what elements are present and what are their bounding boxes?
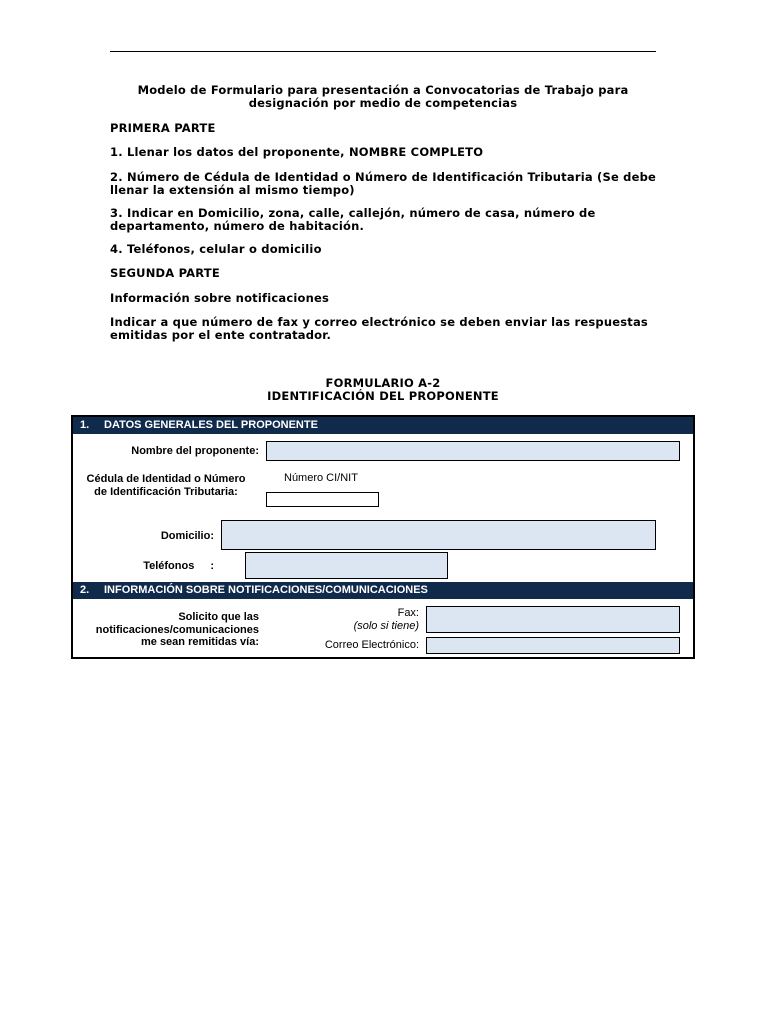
section-2-title: INFORMACIÓN SOBRE NOTIFICACIONES/COMUNICACIONES bbox=[104, 584, 428, 596]
indicar-instruction bbox=[110, 316, 656, 341]
instruction-4: 4. Teléfonos, celular o domicilio bbox=[110, 242, 322, 256]
instruction-2-line-1: 2. Número de Cédula de Identidad o Número de Identificación Tributaria (Se debe bbox=[110, 170, 657, 184]
instruction-2-line-2: llenar la extensión al mismo tiempo) bbox=[110, 182, 355, 197]
form-title bbox=[110, 377, 656, 403]
instruction-2 bbox=[110, 171, 656, 196]
form-a2 bbox=[71, 415, 695, 659]
cedula-input[interactable] bbox=[266, 492, 379, 507]
form-title-line-2: IDENTIFICACIÓN DEL PROPONENTE bbox=[267, 389, 499, 403]
document-title bbox=[110, 84, 656, 110]
solicito-line-2: notificaciones/comunicaciones bbox=[95, 623, 259, 636]
top-rule bbox=[110, 51, 656, 52]
info-notificaciones: Información sobre notificaciones bbox=[110, 291, 330, 305]
correo-input[interactable] bbox=[426, 637, 680, 654]
domicilio-label: Domicilio: bbox=[160, 530, 214, 542]
fax-input[interactable] bbox=[426, 606, 680, 633]
section-2-header bbox=[73, 582, 693, 599]
cedula-label-line-1: Cédula de Identidad o Número bbox=[86, 473, 246, 485]
title-line-1: Modelo de Formulario para presentación a Convocatorias de Trabajo para bbox=[137, 83, 629, 97]
cedula-label-line-2: de Identificación Tributaria: bbox=[94, 485, 238, 498]
nombre-input[interactable] bbox=[266, 441, 680, 461]
section-1-number: 1. bbox=[80, 419, 90, 431]
numero-ci-nit-label: Número CI/NIT bbox=[284, 472, 358, 484]
telefonos-label bbox=[93, 560, 214, 573]
indicar-line-1: Indicar a que número de fax y correo electrónico se deben enviar las respuestas bbox=[110, 315, 648, 329]
title-line-2: designación por medio de competencias bbox=[248, 96, 518, 110]
form-title-line-1: FORMULARIO A-2 bbox=[325, 376, 441, 390]
solicito-line-1: Solicito que las bbox=[178, 611, 259, 623]
fax-label bbox=[293, 607, 419, 632]
primera-parte-heading: PRIMERA PARTE bbox=[110, 121, 216, 135]
segunda-parte-heading: SEGUNDA PARTE bbox=[110, 266, 220, 280]
cedula-label bbox=[73, 473, 259, 498]
section-2-number: 2. bbox=[80, 584, 90, 596]
indicar-line-2: emitidas por el ente contratador. bbox=[110, 327, 332, 342]
correo-label: Correo Electrónico: bbox=[324, 639, 419, 651]
section-1-title: DATOS GENERALES DEL PROPONENTE bbox=[104, 419, 318, 431]
telefonos-label-text: Teléfonos bbox=[143, 560, 195, 572]
section-1-header bbox=[73, 417, 693, 434]
nombre-label: Nombre del proponente: bbox=[131, 445, 259, 457]
instruction-1: 1. Llenar los datos del proponente, NOMBRE COMPLETO bbox=[110, 145, 484, 159]
solicito-line-3: me sean remitidas vía: bbox=[140, 636, 259, 648]
telefonos-colon: : bbox=[210, 560, 214, 572]
domicilio-input[interactable] bbox=[221, 520, 656, 550]
fax-label-text: Fax: bbox=[397, 607, 419, 619]
solicito-label bbox=[73, 611, 259, 649]
fax-note: (solo si tiene) bbox=[353, 619, 419, 632]
instruction-3-line-1: 3. Indicar en Domicilio, zona, calle, callejón, número de casa, número de bbox=[110, 206, 596, 220]
instruction-3-line-2: departamento, número de habitación. bbox=[110, 218, 365, 233]
instruction-3 bbox=[110, 207, 656, 232]
telefonos-input[interactable] bbox=[245, 552, 448, 579]
